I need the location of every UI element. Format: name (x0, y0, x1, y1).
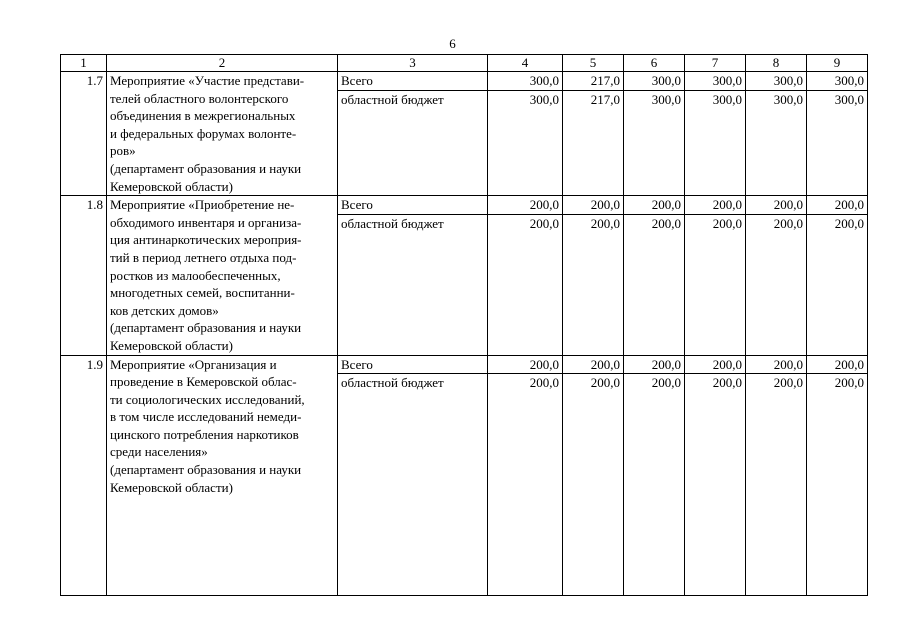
header-cell: 6 (624, 55, 685, 72)
value-cell: 200,0 (685, 374, 746, 596)
value-cell: 200,0 (746, 214, 807, 355)
value-cell: 200,0 (746, 374, 807, 596)
value-cell: 200,0 (488, 374, 563, 596)
value-cell: 200,0 (488, 355, 563, 374)
value-cell: 200,0 (685, 214, 746, 355)
funding-source: областной бюджет (338, 214, 488, 355)
value-cell: 200,0 (488, 196, 563, 215)
value-cell: 300,0 (624, 72, 685, 91)
value-cell: 200,0 (624, 355, 685, 374)
funding-source: Всего (338, 355, 488, 374)
value-cell: 200,0 (624, 214, 685, 355)
value-cell: 200,0 (746, 196, 807, 215)
value-cell: 300,0 (746, 72, 807, 91)
value-cell: 200,0 (563, 355, 624, 374)
header-cell: 8 (746, 55, 807, 72)
value-cell: 300,0 (488, 90, 563, 195)
row-number: 1.8 (61, 196, 107, 355)
value-cell: 200,0 (563, 214, 624, 355)
row-number: 1.9 (61, 355, 107, 596)
value-cell: 300,0 (807, 72, 868, 91)
activity-description: Мероприятие «Приобретение не- обходимого инвентаря и организа- ция антинаркотических мероприя- тий в период летнего отдыха под- ростков из малообеспеченных, многодетных семей, воспитанни- ков детских домов» (департамент образования и науки Кемеровской области) (107, 196, 338, 355)
value-cell: 300,0 (746, 90, 807, 195)
header-cell: 9 (807, 55, 868, 72)
header-cell: 7 (685, 55, 746, 72)
activity-description: Мероприятие «Участие представи- телей областного волонтерского объединения в межрегиональных и федеральных форумах волонте- ров» (департамент образования и науки Кемеровской области) (107, 72, 338, 196)
value-cell: 300,0 (685, 72, 746, 91)
value-cell: 200,0 (807, 196, 868, 215)
value-cell: 300,0 (624, 90, 685, 195)
value-cell: 200,0 (685, 196, 746, 215)
funding-source: областной бюджет (338, 90, 488, 195)
header-cell: 4 (488, 55, 563, 72)
value-cell: 200,0 (807, 355, 868, 374)
value-cell: 300,0 (807, 90, 868, 195)
value-cell: 200,0 (624, 196, 685, 215)
header-cell: 1 (61, 55, 107, 72)
page-number: 6 (449, 36, 456, 51)
table-row (61, 72, 868, 91)
header-cell: 2 (107, 55, 338, 72)
value-cell: 300,0 (488, 72, 563, 91)
header-cell: 5 (563, 55, 624, 72)
value-cell: 200,0 (563, 374, 624, 596)
table-row (61, 196, 868, 215)
funding-source: областной бюджет (338, 374, 488, 596)
funding-source: Всего (338, 196, 488, 215)
value-cell: 300,0 (685, 90, 746, 195)
value-cell: 217,0 (563, 72, 624, 91)
header-cell: 3 (338, 55, 488, 72)
value-cell: 200,0 (807, 374, 868, 596)
value-cell: 200,0 (746, 355, 807, 374)
value-cell: 200,0 (563, 196, 624, 215)
budget-table (60, 54, 868, 596)
activity-description: Мероприятие «Организация и проведение в Кемеровской облас- ти социологических исследований, в том числе исследований немеди- цинского потребления наркотиков среди населения» (департамент образования и науки Кемеровской области) (107, 355, 338, 596)
value-cell: 200,0 (807, 214, 868, 355)
value-cell: 200,0 (624, 374, 685, 596)
table-row (61, 355, 868, 374)
value-cell: 200,0 (488, 214, 563, 355)
header-row (61, 55, 868, 72)
row-number: 1.7 (61, 72, 107, 196)
value-cell: 200,0 (685, 355, 746, 374)
value-cell: 217,0 (563, 90, 624, 195)
funding-source: Всего (338, 72, 488, 91)
